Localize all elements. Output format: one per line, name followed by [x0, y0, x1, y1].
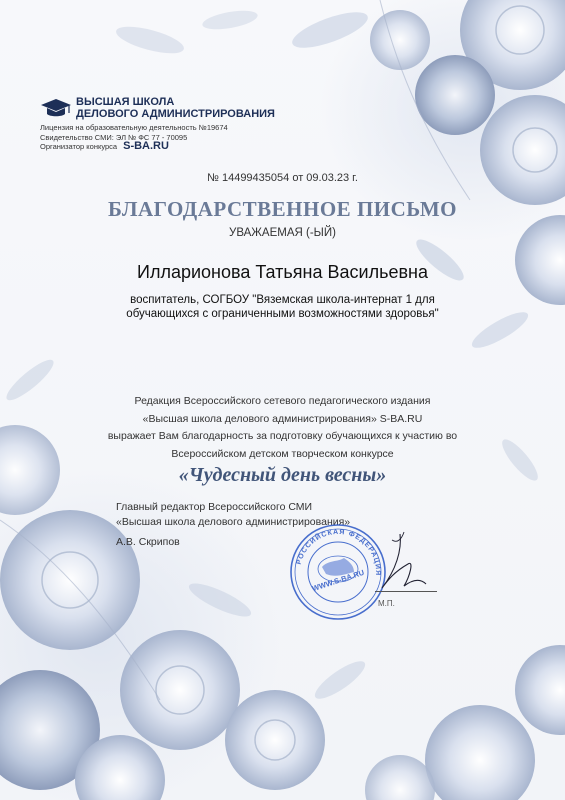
signature-line	[375, 591, 437, 592]
publisher-logo	[40, 96, 320, 120]
position-line-2: обучающихся с ограниченными возможностями здоровья"	[126, 308, 439, 320]
editor-role-line-1: Главный редактор Всероссийского СМИ	[116, 501, 313, 513]
body-line-4: Всероссийском детском творческом конкурсе	[171, 447, 394, 460]
logo-line-1: ВЫСШАЯ ШКОЛА	[76, 96, 175, 108]
contest-name: «Чудесный день весны»	[178, 464, 387, 486]
organizer-line	[40, 142, 320, 152]
body-line-1: Редакция Всероссийского сетевого педагогического издания	[134, 395, 431, 407]
editor-name: А.В. Скрипов	[116, 536, 180, 548]
recipient-name: Илларионова Татьяна Васильевна	[137, 262, 428, 282]
body-line-3: выражает Вам благодарность за подготовку обучающихся к участию во	[107, 430, 458, 442]
stamp-center-text: WWW.S-BA.RU	[311, 567, 366, 594]
logo-line-2: ДЕЛОВОГО АДМИНИСТРИРОВАНИЯ	[76, 108, 275, 120]
body-line-2: «Высшая школа делового администрирования» S-BA.RU	[142, 412, 423, 425]
letter-number: № 14499435054 от 09.03.23 г.	[207, 172, 358, 184]
signature	[352, 530, 442, 605]
greeting: УВАЖАЕМАЯ (-ЫЙ)	[229, 227, 336, 239]
certificate-text: Свидетельство СМИ: ЭЛ № ФС 77 - 70095	[40, 132, 188, 142]
publisher-header	[40, 96, 320, 152]
graduation-cap-icon	[40, 97, 72, 119]
letter-title: БЛАГОДАРСТВЕННОЕ ПИСЬМО	[108, 197, 457, 221]
position-line-1: воспитатель, СОГБОУ "Вяземская школа-интернат 1 для	[130, 294, 435, 306]
organizer-site: S-BA.RU	[123, 140, 169, 152]
seal-place-label: М.П.	[378, 599, 395, 608]
recipient-position	[90, 293, 475, 321]
organizer-label: Организатор конкурса	[40, 142, 118, 151]
letter-body	[60, 393, 505, 463]
license-text: Лицензия на образовательную деятельность №19674	[40, 123, 228, 132]
editor-role-line-2: «Высшая школа делового администрирования»	[116, 516, 351, 528]
stamp-ring-text: РОССИЙСКАЯ ФЕДЕРАЦИЯ	[295, 528, 382, 577]
